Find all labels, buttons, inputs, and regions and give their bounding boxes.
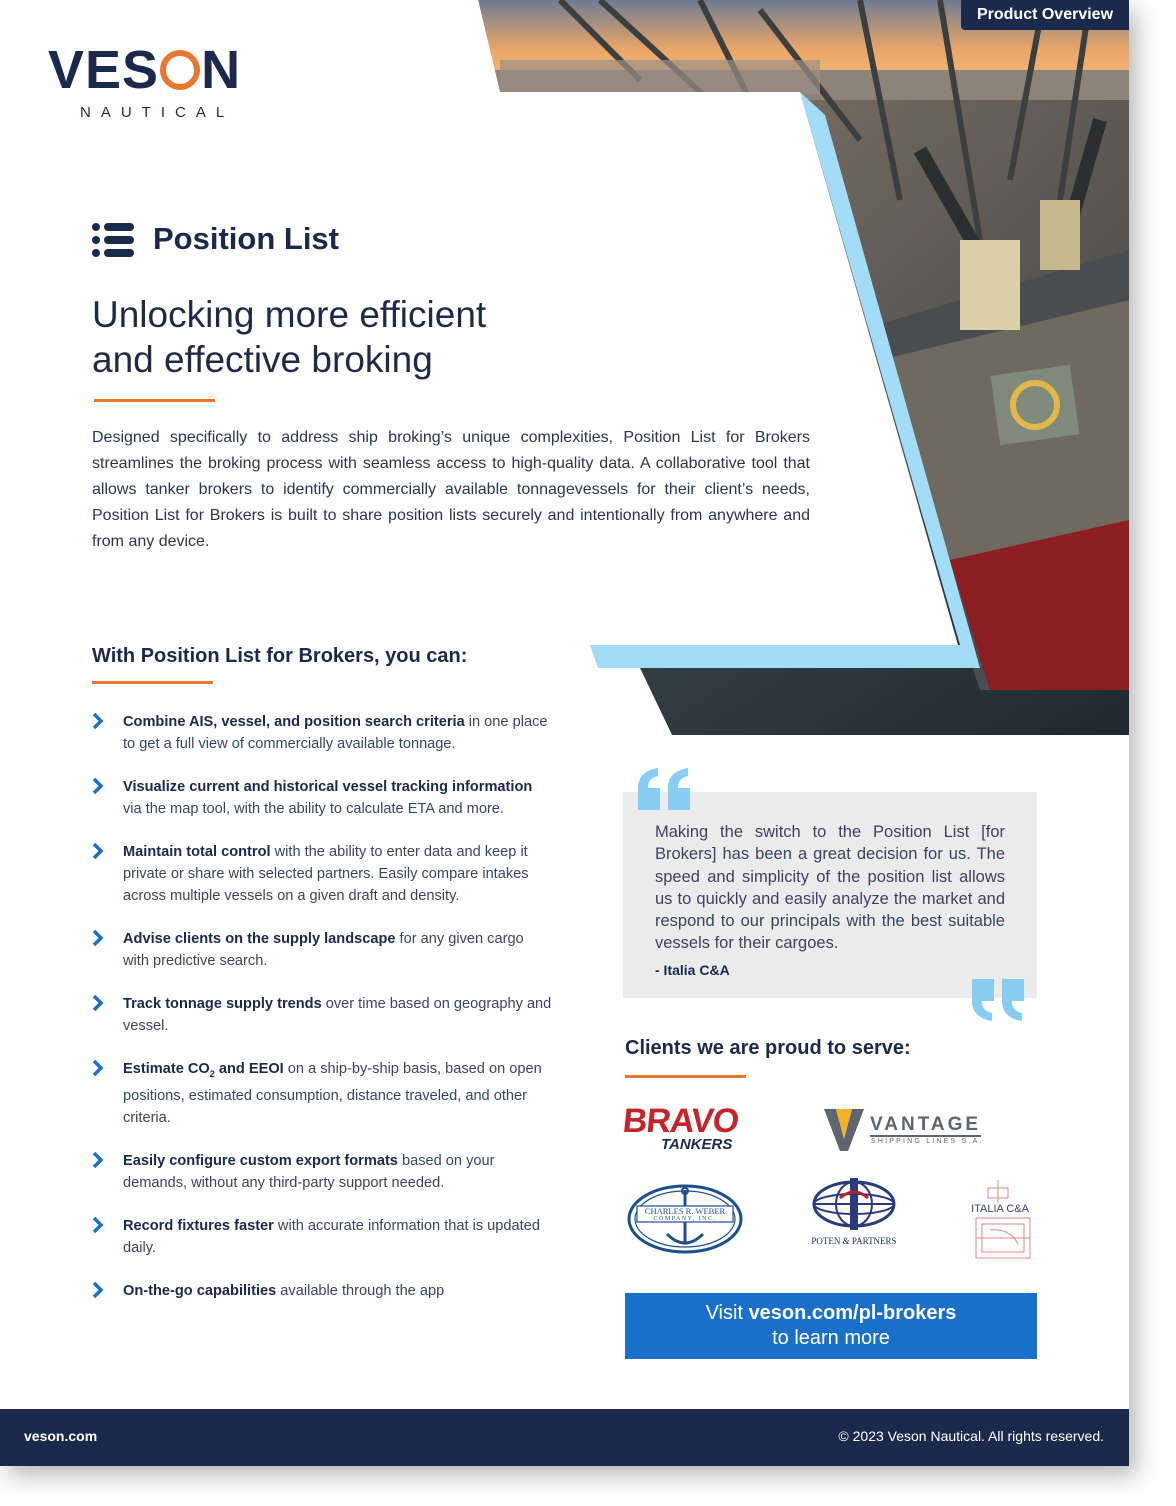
veson-logo <box>48 40 241 100</box>
tankers-logo-text: TANKERS <box>661 1136 733 1153</box>
vantage-logo-text: VANTAGE <box>870 1114 982 1135</box>
feature-item <box>92 1215 552 1259</box>
headline-rule <box>94 399 215 402</box>
feature-item <box>92 993 552 1037</box>
features-list <box>92 711 552 1302</box>
chevron-right-icon <box>92 1282 104 1298</box>
feature-bold-a: Estimate CO <box>123 1061 210 1077</box>
footer <box>0 1409 1129 1466</box>
feature-bold: Track tonnage supply trends <box>123 996 322 1012</box>
feature-bold: Record fixtures faster <box>123 1217 274 1234</box>
bravo-tankers-logo <box>623 1104 753 1154</box>
cta-line-2: to learn more <box>772 1327 890 1349</box>
cta-line-1 <box>625 1301 1037 1326</box>
italia-ca-logo <box>962 1178 1038 1262</box>
feature-item <box>92 928 552 972</box>
feature-item <box>92 1150 552 1194</box>
feature-bold: Easily configure custom export formats <box>123 1152 398 1169</box>
poten-partners-logo <box>806 1178 902 1250</box>
logo-o-icon <box>160 50 200 90</box>
logo-text-a: VES <box>48 40 160 100</box>
chevron-right-icon <box>92 930 104 946</box>
vantage-sub-text: SHIPPING LINES S.A. <box>871 1138 984 1145</box>
feature-text: in one place to get a full view of commercially available tonnage. <box>123 714 548 752</box>
feature-item <box>92 1280 552 1302</box>
feature-bold: Combine AIS, vessel, and position search criteria <box>123 714 465 730</box>
feature-text: based on your demands, without any third-party support needed. <box>123 1152 495 1191</box>
feature-text: via the map tool, with the ability to calculate ETA and more. <box>123 801 504 817</box>
feature-text: for any given cargo with predictive search. <box>123 931 524 969</box>
chevron-right-icon <box>92 995 104 1011</box>
weber-sub-text: COMPANY, INC. <box>653 1216 717 1222</box>
bravo-logo-text: BRAVO <box>621 1102 741 1140</box>
cta-prefix: Visit <box>705 1302 749 1324</box>
close-quote-icon <box>970 979 1026 1021</box>
feature-bold: Maintain total control <box>123 844 271 860</box>
feature-bold: Visualize current and historical vessel tracking information <box>123 779 533 795</box>
intro-paragraph: Designed specifically to address ship broking’s unique complexities, Position List for Brokers streamlines the broking process with seamless access to high-quality data. A collaborative tool that allows tanker brokers to identify commercially available tonnagevessels for their client’s needs, Position List for Brokers is built to share position lists securely and intentionally from anywhere and from any device. <box>92 429 810 550</box>
headline <box>92 292 486 382</box>
logo-text-b: N <box>201 40 242 100</box>
chevron-right-icon <box>92 1060 104 1076</box>
vantage-logo <box>824 1109 994 1153</box>
chevron-right-icon <box>92 843 104 859</box>
list-icon <box>92 222 134 258</box>
feature-bold: On-the-go capabilities <box>123 1282 277 1299</box>
testimonial-text: Making the switch to the Position List [for Brokers] has been a great decision for us. The speed and simplicity of the position list allows us to quickly and easily analyze the market and respond to our principals with the best suitable vessels for their cargoes. <box>655 823 1005 953</box>
features-rule <box>92 681 213 684</box>
feature-item <box>92 1058 552 1129</box>
testimonial-author: - Italia C&A <box>655 962 730 978</box>
headline-line-1: Unlocking more efficient <box>92 294 487 335</box>
feature-item <box>92 776 552 820</box>
feature-text: over time based on geography and vessel. <box>123 996 552 1034</box>
product-title: Position List <box>153 221 339 256</box>
headline-line-2: and effective broking <box>92 339 433 380</box>
logo-subtitle: NAUTICAL <box>80 104 235 121</box>
chevron-right-icon <box>92 713 104 729</box>
feature-item <box>92 711 552 755</box>
vantage-v-icon <box>824 1109 864 1151</box>
clients-heading: Clients we are proud to serve: <box>625 1037 911 1059</box>
open-quote-icon <box>636 768 692 810</box>
feature-text: available through the app <box>276 1282 445 1299</box>
globe-emblem-icon <box>812 1178 896 1230</box>
feature-bold: Advise clients on the supply landscape <box>123 931 396 947</box>
ship-outline-icon <box>970 1178 1034 1262</box>
feature-text: on a ship-by-ship basis, based on open positions, estimated consumption, distance traveled, and other criteria. <box>123 1061 542 1126</box>
chevron-right-icon <box>92 1217 104 1233</box>
feature-text: with the ability to enter data and keep it private or share with selected partners. Easily compare intakes across multiple vessels on a given draft and density. <box>123 844 529 904</box>
feature-bold-b: and EEOI <box>214 1061 284 1077</box>
feature-subscript: 2 <box>209 1068 215 1079</box>
footer-copyright: © 2023 Veson Nautical. All rights reserved. <box>838 1428 1104 1444</box>
poten-logo-text: POTEN & PARTNERS <box>811 1236 897 1246</box>
chevron-right-icon <box>92 778 104 794</box>
features-heading: With Position List for Brokers, you can: <box>92 645 468 667</box>
italia-logo-text: ITALIA C&A <box>962 1203 1038 1215</box>
feature-text: with accurate information that is updated daily. <box>123 1217 540 1256</box>
feature-bold <box>123 1061 284 1077</box>
chevron-right-icon <box>92 1152 104 1168</box>
cta-link[interactable]: veson.com/pl-brokers <box>748 1302 957 1324</box>
charles-weber-logo <box>627 1184 743 1254</box>
learn-more-button[interactable] <box>625 1293 1037 1359</box>
weber-logo-text: CHARLES R. WEBER <box>644 1206 726 1216</box>
product-overview-badge: Product Overview <box>961 0 1129 30</box>
clients-rule <box>625 1075 746 1078</box>
footer-site-link[interactable]: veson.com <box>24 1428 98 1444</box>
feature-item <box>92 841 552 907</box>
